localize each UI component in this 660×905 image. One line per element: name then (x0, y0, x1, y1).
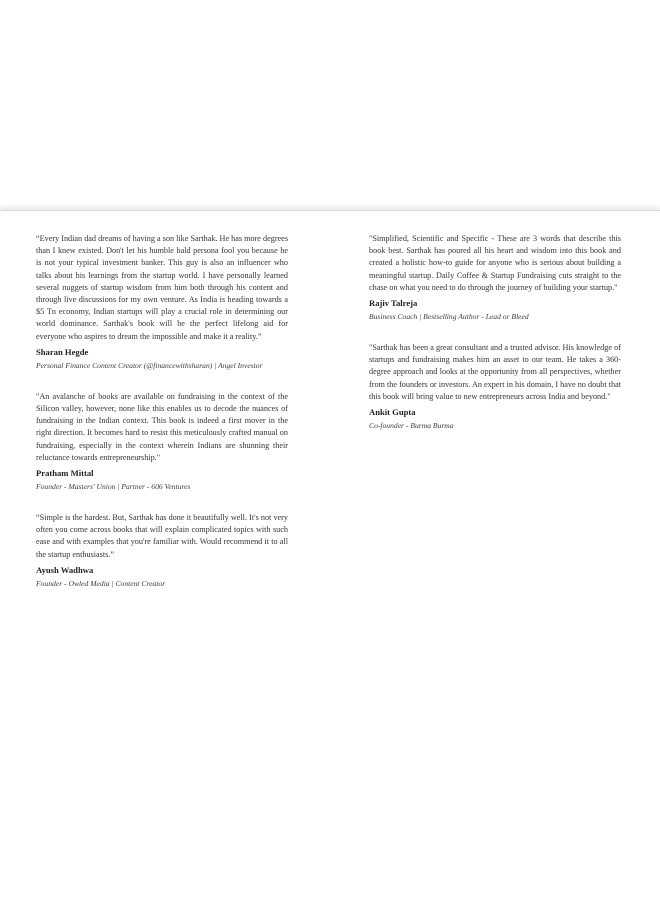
testimonial-quote: "Simplified, Scientific and Specific - These are 3 words that describe this book best. Sarthak has poured all his heart and wisdom into this book and created a holistic how-to guide for anyone who is serious about building a meaningful startup. Daily Coffee & Startup Fundraising cuts straight to the chase on what you need to do through the journey of building your startup." (369, 234, 621, 292)
testimonial-role: Co-founder - Burma Burma (369, 421, 454, 431)
testimonial-author: Sharan Hegde (36, 346, 89, 357)
testimonial-author: Ankit Gupta (369, 407, 416, 418)
testimonial-quote: "Sarthak has been a great consultant and a trusted advisor. His knowledge of startups and fundraising makes him an asset to our team. He takes a 360-degree approach and looks at the opportunity from all perspectives, whether from the founders or investors. An expert in his domain, I have no doubt that this book will bring value to new entrepreneurs across India and beyond." (369, 343, 621, 401)
testimonial-pratham-mittal (36, 391, 288, 492)
testimonial-author: Ayush Wadhwa (36, 564, 94, 575)
testimonial-role: Founder - Masters' Union | Partner - 606 Ventures (36, 482, 191, 492)
testimonial-ayush-wadhwa (36, 512, 288, 589)
testimonial-quote: "An avalanche of books are available on fundraising in the context of the Silicon valley, however, none like this enables us to decode the nuances of fundraising in the Indian context. This book is indeed a first mover in the right direction. It becomes hard to resist this meticulously crafted manual on fundraising, especially in the context wherein Indians are shunning their reluctance towards entrepreneurship." (36, 391, 288, 462)
right-column (369, 233, 621, 451)
testimonial-sharan-hegde (36, 233, 288, 371)
testimonial-author: Pratham Mittal (36, 468, 94, 479)
testimonial-author: Rajiv Talreja (369, 298, 418, 309)
testimonial-quote: “Every Indian dad dreams of having a son like Sarthak. He has more degrees than I knew existed. Don't let his humble bald persona fool you because he is not your typical investment banker. This guy is also an influencer who talks about his learnings from the startup world. I have personally learned several nuggets of startup wisdom from him both through his content and through live discussions for my own venture. As India is heading towards a $5 Tn economy, Indian startups will play a crucial role in determining our world dominance. Sarthak's book will be the perfect lifelong aid for everyone who aspires to dream the impossible and make it a reality.” (36, 234, 288, 341)
testimonial-quote: “Simple is the hardest. But, Sarthak has done it beautifully well. It's not very often you come across books that will explain complicated topics with such ease and with examples that you're familiar with. Would recommend it to all the startup enthusiasts.” (36, 513, 288, 559)
testimonial-rajiv-talreja (369, 233, 621, 322)
testimonial-ankit-gupta (369, 342, 621, 431)
left-column (36, 233, 288, 609)
blank-top-margin (0, 0, 660, 210)
testimonial-role: Founder - Owled Media | Content Creator (36, 578, 166, 588)
testimonial-role: Personal Finance Content Creator (@financewithsharan) | Angel Investor (36, 360, 263, 370)
testimonial-role: Business Coach | Bestselling Author - Lead or Bleed (369, 312, 529, 322)
